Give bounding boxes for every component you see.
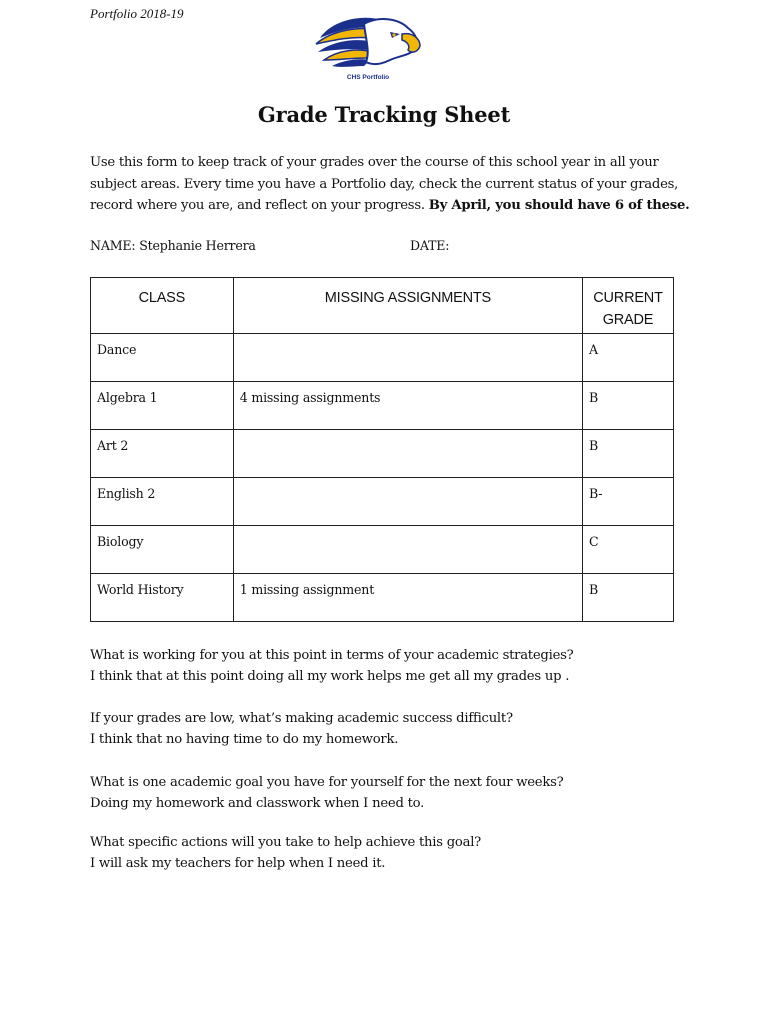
- grade-cell: A: [583, 334, 674, 382]
- missing-cell: [233, 526, 582, 574]
- reflection-item: [90, 773, 690, 814]
- svg-text:CHS Portfolio: CHS Portfolio: [346, 74, 390, 81]
- grade-cell: B: [583, 430, 674, 478]
- missing-cell: 1 missing assignment: [233, 574, 582, 622]
- reflection-answer: Doing my homework and classwork when I need to.: [90, 795, 425, 811]
- grade-cell: B-: [583, 478, 674, 526]
- intro-text: Use this form to keep track of your grades over the course of this school year in all your subject areas. Every time you have a Portfolio day, check the current status of your grades, record where you are, and reflect on your progress.: [90, 155, 679, 213]
- grade-table: [90, 277, 674, 622]
- reflection-answer: I think that at this point doing all my work helps me get all my grades up .: [90, 668, 570, 684]
- reflection-question: If your grades are low, what’s making academic success difficult?: [90, 711, 513, 726]
- reflection-item: [90, 833, 690, 874]
- table-row: [91, 478, 674, 526]
- table-row: [91, 430, 674, 478]
- intro-paragraph: [90, 152, 690, 217]
- missing-cell: [233, 478, 582, 526]
- grade-cell: B: [583, 574, 674, 622]
- table-row: [91, 334, 674, 382]
- reflection-question: What specific actions will you take to help achieve this goal?: [90, 835, 482, 850]
- reflection-item: [90, 709, 690, 750]
- class-cell: World History: [91, 574, 234, 622]
- reflection-question: What is one academic goal you have for yourself for the next four weeks?: [90, 775, 564, 790]
- reflection-answer: I will ask my teachers for help when I need it.: [90, 855, 386, 871]
- missing-cell: [233, 430, 582, 478]
- table-row: [91, 526, 674, 574]
- class-cell: Art 2: [91, 430, 234, 478]
- eagle-icon: [312, 10, 424, 84]
- missing-cell: 4 missing assignments: [233, 382, 582, 430]
- reflection-item: [90, 646, 690, 687]
- reflection-answer: I think that no having time to do my homework.: [90, 731, 399, 747]
- class-cell: Biology: [91, 526, 234, 574]
- date-line: DATE:: [410, 238, 450, 253]
- table-row: [91, 574, 674, 622]
- grade-cell: B: [583, 382, 674, 430]
- eagle-logo: [312, 10, 424, 84]
- class-cell: Dance: [91, 334, 234, 382]
- table-row: [91, 382, 674, 430]
- name-line: NAME: Stephanie Herrera: [90, 238, 256, 253]
- grade-cell: C: [583, 526, 674, 574]
- missing-cell: [233, 334, 582, 382]
- intro-bold-text: By April, you should have 6 of these.: [428, 198, 690, 213]
- reflection-question: What is working for you at this point in terms of your academic strategies?: [90, 648, 574, 663]
- table-header-row: [91, 278, 674, 334]
- portfolio-year-note: Portfolio 2018-19: [90, 6, 184, 21]
- class-cell: Algebra 1: [91, 382, 234, 430]
- class-cell: English 2: [91, 478, 234, 526]
- header-missing-assignments: MISSING ASSIGNMENTS: [233, 278, 582, 334]
- header-current-grade: CURRENT GRADE: [583, 278, 674, 334]
- header-class: CLASS: [91, 278, 234, 334]
- page-title: Grade Tracking Sheet: [257, 102, 511, 127]
